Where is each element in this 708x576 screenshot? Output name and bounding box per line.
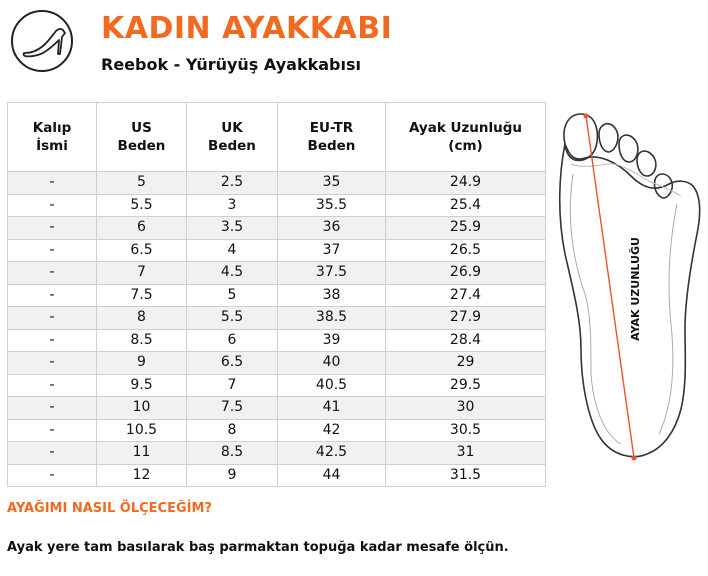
table-cell: 9 [97, 352, 187, 375]
how-to-measure-heading: AYAĞIMI NASIL ÖLÇECEĞİM? [7, 501, 212, 516]
column-header-line: Beden [117, 138, 166, 154]
table-cell: 42 [278, 419, 386, 442]
table-cell: 38.5 [278, 307, 386, 330]
table-cell: 5 [187, 284, 278, 307]
table-cell: 29.5 [386, 374, 546, 397]
column-header [278, 103, 386, 172]
table-cell: 7 [97, 262, 187, 285]
table-row [8, 464, 546, 487]
table-cell: 30.5 [386, 419, 546, 442]
column-header-line: Ayak Uzunluğu [408, 120, 523, 136]
table-cell: - [8, 172, 97, 195]
table-cell: - [8, 329, 97, 352]
column-header-line: UK [221, 120, 243, 136]
table-cell: 3.5 [187, 217, 278, 240]
table-cell: - [8, 262, 97, 285]
table-cell: 10.5 [97, 419, 187, 442]
foot-diagram [551, 104, 701, 476]
table-cell: - [8, 464, 97, 487]
table-cell: 40 [278, 352, 386, 375]
table-row [8, 419, 546, 442]
measure-line [586, 116, 634, 458]
table-cell: - [8, 307, 97, 330]
second-toe [599, 124, 618, 152]
table-cell: 6 [187, 329, 278, 352]
table-cell: 3 [187, 194, 278, 217]
table-row [8, 239, 546, 262]
table-cell: - [8, 239, 97, 262]
table-cell: 40.5 [278, 374, 386, 397]
table-cell: 4 [187, 239, 278, 262]
page-title: KADIN AYAKKABI [101, 11, 393, 46]
table-row [8, 442, 546, 465]
table-cell: 10 [97, 397, 187, 420]
table-cell: 7 [187, 374, 278, 397]
table-row [8, 217, 546, 240]
table-cell: 27.9 [386, 307, 546, 330]
how-to-measure-text: Ayak yere tam basılarak baş parmaktan topuğa kadar mesafe ölçün. [7, 540, 509, 555]
table-row [8, 374, 546, 397]
page-subtitle: Reebok - Yürüyüş Ayakkabısı [101, 55, 361, 74]
column-header [187, 103, 278, 172]
table-cell: 31 [386, 442, 546, 465]
column-header-line: İsmi [36, 138, 68, 154]
table-cell: 24.9 [386, 172, 546, 195]
column-header-line: US [131, 120, 152, 136]
column-header-line: EU-TR [309, 120, 354, 136]
table-cell: 6 [97, 217, 187, 240]
table-cell: 38 [278, 284, 386, 307]
table-cell: 37 [278, 239, 386, 262]
table-cell: 8 [187, 419, 278, 442]
table-cell: 31.5 [386, 464, 546, 487]
table-row [8, 329, 546, 352]
header-row [8, 103, 546, 172]
column-header-line: Kalıp [32, 120, 72, 136]
table-cell: 42.5 [278, 442, 386, 465]
table-cell: 29 [386, 352, 546, 375]
measure-start-dot [584, 114, 589, 119]
table-row [8, 172, 546, 195]
table-row [8, 284, 546, 307]
table-row [8, 352, 546, 375]
measure-label: AYAK UZUNLUĞU [629, 237, 642, 341]
table-cell: 12 [97, 464, 187, 487]
table-cell: 36 [278, 217, 386, 240]
table-cell: 25.9 [386, 217, 546, 240]
table-cell: 27.4 [386, 284, 546, 307]
table-cell: 35.5 [278, 194, 386, 217]
table-cell: 8 [97, 307, 187, 330]
table-cell: 5 [97, 172, 187, 195]
table-cell: 5.5 [97, 194, 187, 217]
shoe-drawing [13, 12, 71, 70]
third-toe [619, 135, 638, 162]
table-cell: - [8, 352, 97, 375]
table-cell: 9 [187, 464, 278, 487]
table-cell: 7.5 [97, 284, 187, 307]
table-row [8, 307, 546, 330]
fourth-toe [637, 151, 656, 176]
table-cell: 4.5 [187, 262, 278, 285]
table-cell: 8.5 [187, 442, 278, 465]
table-cell: 7.5 [187, 397, 278, 420]
table-cell: 37.5 [278, 262, 386, 285]
table-cell: - [8, 217, 97, 240]
measure-end-dot [632, 456, 637, 461]
table-row [8, 262, 546, 285]
table-cell: - [8, 419, 97, 442]
table-cell: 2.5 [187, 172, 278, 195]
table-cell: - [8, 194, 97, 217]
high-heel-shoe-icon [11, 10, 73, 72]
table-cell: 39 [278, 329, 386, 352]
table-cell: 26.9 [386, 262, 546, 285]
table-cell: 41 [278, 397, 386, 420]
table-cell: - [8, 284, 97, 307]
table-cell: 26.5 [386, 239, 546, 262]
table-cell: 28.4 [386, 329, 546, 352]
table-cell: - [8, 397, 97, 420]
column-header [386, 103, 546, 172]
table-row [8, 397, 546, 420]
column-header-line: (cm) [448, 138, 483, 154]
table-cell: 6.5 [97, 239, 187, 262]
table-cell: 35 [278, 172, 386, 195]
table-cell: 5.5 [187, 307, 278, 330]
table-cell: - [8, 374, 97, 397]
column-header [8, 103, 97, 172]
table-row [8, 194, 546, 217]
table-cell: 8.5 [97, 329, 187, 352]
size-table-body [8, 172, 546, 487]
table-cell: 25.4 [386, 194, 546, 217]
table-cell: 11 [97, 442, 187, 465]
table-cell: 44 [278, 464, 386, 487]
table-cell: 6.5 [187, 352, 278, 375]
size-chart-table [7, 102, 546, 487]
column-header-line: Beden [208, 138, 256, 154]
table-cell: - [8, 442, 97, 465]
table-cell: 9.5 [97, 374, 187, 397]
size-table-header [8, 103, 546, 172]
column-header-line: Beden [307, 138, 356, 154]
table-cell: 30 [386, 397, 546, 420]
column-header [97, 103, 187, 172]
